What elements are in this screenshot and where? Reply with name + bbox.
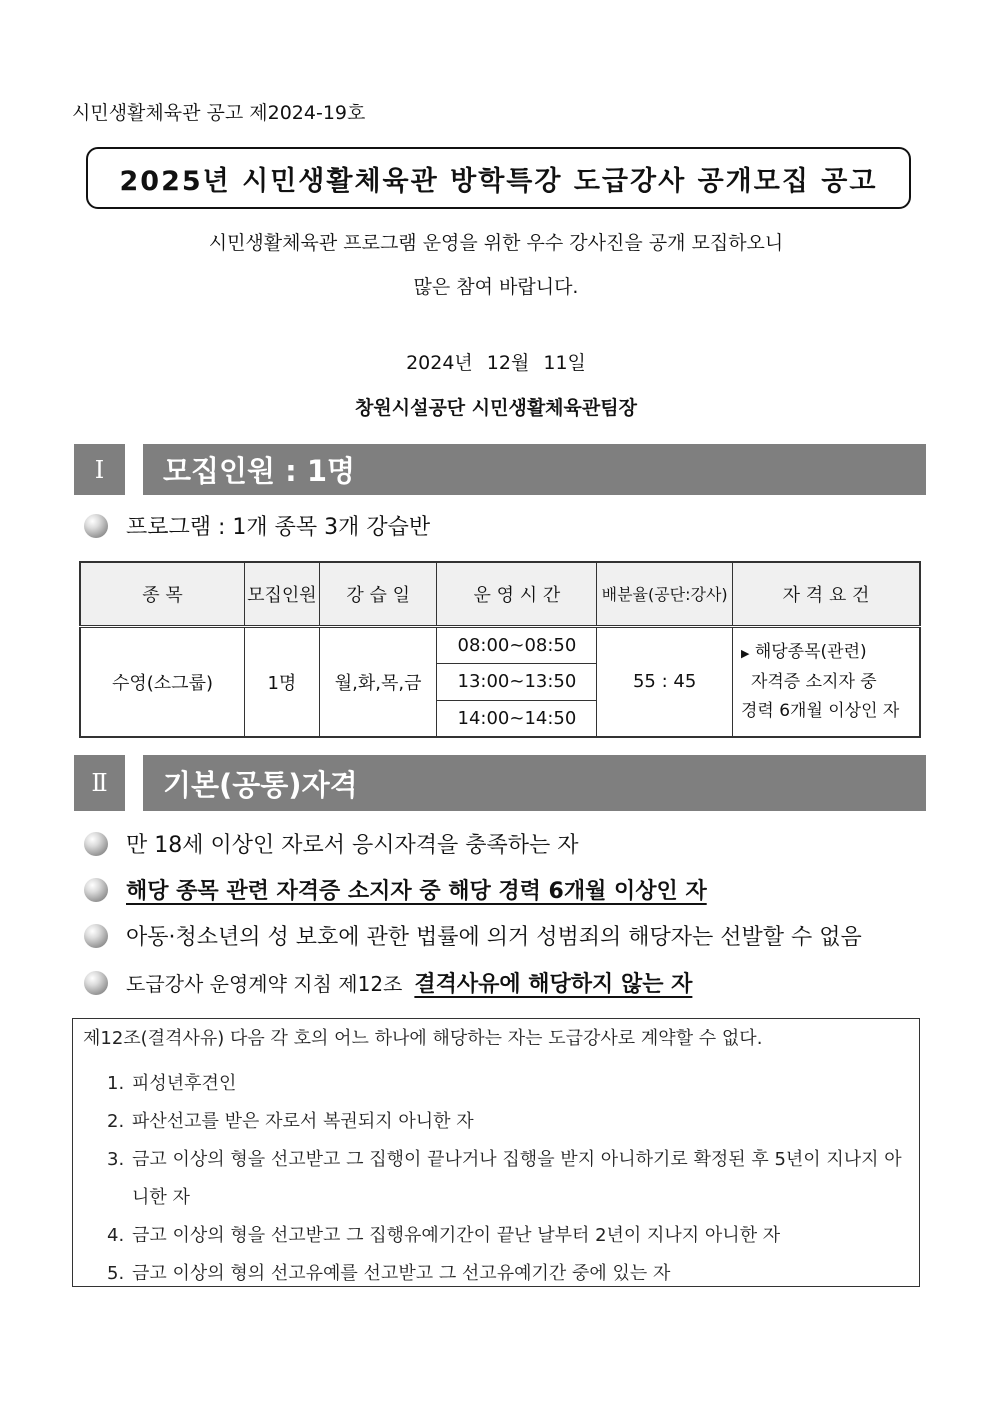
notice-number: 시민생활체육관 공고 제2024-19호 — [72, 102, 366, 124]
cell-time-3: 14:00~14:50 — [437, 700, 597, 737]
recruitment-table — [79, 561, 921, 738]
cell-headcount: 1명 — [245, 626, 320, 737]
item-text: 파산선고를 받은 자로서 복권되지 아니한 자 — [132, 1111, 474, 1132]
qualification-text: 도급강사 운영계약 지침 제12조 — [126, 972, 403, 996]
section-1-number: Ⅰ — [74, 444, 125, 495]
rule-list — [83, 1065, 909, 1293]
item-number: 3. — [107, 1149, 125, 1170]
item-number: 5. — [107, 1263, 125, 1284]
header-headcount: 모집인원 — [245, 562, 320, 626]
list-item — [107, 1065, 909, 1103]
qualification-item — [84, 967, 692, 998]
list-item — [107, 1255, 909, 1293]
cell-requirement — [732, 626, 920, 737]
qualification-text: 만 18세 이상인 자로서 응시자격을 충족하는 자 — [126, 833, 579, 858]
cell-sport: 수영(소그룹) — [80, 626, 245, 737]
qualification-text: 해당 종목 관련 자격증 소지자 중 해당 경력 6개월 이상인 자 — [126, 879, 707, 904]
header-days: 강 습 일 — [319, 562, 437, 626]
list-item — [107, 1103, 909, 1141]
list-item — [107, 1141, 909, 1217]
item-number: 4. — [107, 1225, 125, 1246]
qualification-item — [84, 874, 707, 905]
disqualification-rule-box — [72, 1018, 920, 1287]
announcement-date: 2024년 12월 11일 — [406, 352, 586, 374]
header-ratio: 배분율(공단:강사) — [597, 562, 733, 626]
issuer: 창원시설공단 시민생활체육관팀장 — [355, 397, 637, 419]
header-requirement: 자 격 요 건 — [732, 562, 920, 626]
program-bullet — [84, 510, 430, 541]
section-1-title: 모집인원 : 1명 — [143, 444, 926, 495]
qualification-emphasis: 결격사유에 해당하지 않는 자 — [414, 972, 693, 997]
item-text: 금고 이상의 형을 선고받고 그 집행이 끝나거나 집행을 받지 아니하기로 확정된 후 5년이 지나지 아니한 자 — [132, 1149, 902, 1208]
qualification-item — [84, 828, 579, 859]
bullet-icon — [84, 878, 108, 902]
qualification-text: 아동·청소년의 성 보호에 관한 법률에 의거 성범죄의 해당자는 선발할 수 없음 — [126, 925, 862, 950]
triangle-right-icon: ▶ — [740, 646, 750, 660]
bullet-icon — [84, 514, 108, 538]
requirement-line-1: 해당종목(관련) — [754, 641, 867, 662]
section-2-title: 기본(공통)자격 — [143, 755, 926, 811]
requirement-line-3: 경력 6개월 이상인 자 — [740, 700, 900, 721]
bullet-icon — [84, 832, 108, 856]
intro-line-1: 시민생활체육관 프로그램 운영을 위한 우수 강사진을 공개 모집하오니 — [208, 232, 784, 254]
list-item — [107, 1217, 909, 1255]
item-text: 피성년후견인 — [132, 1073, 237, 1094]
intro-line-2: 많은 참여 바랍니다. — [413, 276, 579, 298]
item-number: 2. — [107, 1111, 125, 1132]
header-times: 운 영 시 간 — [437, 562, 597, 626]
header-sport: 종 목 — [80, 562, 245, 626]
item-text: 금고 이상의 형을 선고받고 그 집행유예기간이 끝난 날부터 2년이 지나지 아니한 자 — [132, 1225, 781, 1246]
page-title: 2025년 시민생활체육관 방학특강 도급강사 공개모집 공고 — [86, 147, 911, 209]
cell-ratio: 55 : 45 — [597, 626, 733, 737]
section-2-number: Ⅱ — [74, 755, 125, 811]
program-summary: 프로그램 : 1개 종목 3개 강습반 — [126, 515, 431, 540]
table-row — [80, 626, 920, 663]
bullet-icon — [84, 971, 108, 995]
table-header-row — [80, 562, 920, 626]
requirement-line-2: 자격증 소지자 중 — [750, 671, 877, 692]
bullet-icon — [84, 924, 108, 948]
cell-days: 월,화,목,금 — [319, 626, 437, 737]
cell-time-1: 08:00~08:50 — [437, 626, 597, 663]
rule-heading: 제12조(결격사유) 다음 각 호의 어느 하나에 해당하는 자는 도급강사로 계약할 수 없다. — [83, 1028, 763, 1049]
cell-time-2: 13:00~13:50 — [437, 663, 597, 700]
qualification-item — [84, 920, 862, 951]
item-text: 금고 이상의 형의 선고유예를 선고받고 그 선고유예기간 중에 있는 자 — [132, 1263, 671, 1284]
item-number: 1. — [107, 1073, 125, 1094]
